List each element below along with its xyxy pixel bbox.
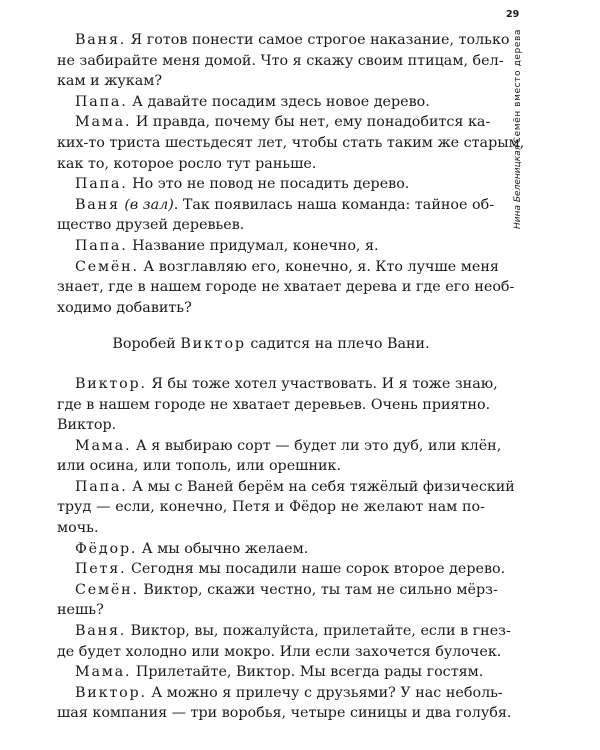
text-line — [57, 112, 491, 133]
text-line — [57, 257, 499, 278]
line-text: Но это не повод не посадить дерево. — [127, 176, 410, 193]
line-text: Прилетайте, Виктор. Мы всегда рады гостям. — [131, 664, 484, 681]
line-text: мочь. — [57, 520, 99, 537]
text-line — [57, 477, 515, 498]
speaker-name: Ваня. — [75, 623, 127, 640]
text-line — [57, 154, 485, 175]
speaker-name: Виктор — [180, 336, 246, 353]
stage-text: садится на плечо Вани. — [245, 336, 430, 353]
text-line — [57, 703, 512, 724]
text-line — [57, 71, 485, 92]
speaker-name: Фёдор. — [75, 540, 138, 557]
text-line — [57, 51, 504, 72]
line-text: Виктор, вы, пожалуйста, прилетайте, если в гнез- — [126, 623, 511, 640]
line-text: И правда, почему бы нет, ему понадобится ка- — [131, 114, 491, 131]
line-text: где в нашем городе не хватает деревьев. Очень приятно. — [57, 396, 491, 413]
speaker-name: Папа. — [75, 237, 128, 254]
line-text: труд — если, конечно, Петя и Фёдор не желают нам по- — [57, 499, 485, 516]
page-number: 29 — [506, 9, 520, 20]
speaker-name: Семён. — [75, 258, 139, 275]
line-text: шая компания — три воробья, четыре синицы и два голубя. — [57, 705, 512, 722]
speaker-name: Мама. — [75, 114, 132, 131]
line-text: не забирайте меня домой. Что я скажу своим птицам, бел- — [57, 52, 504, 69]
line-text: А возглавляю его, конечно, я. Кто лучше меня — [138, 258, 499, 275]
line-text: Я готов понести самое строгое наказание, только — [126, 32, 510, 48]
speaker-name: Ваня. — [75, 32, 127, 48]
line-text: А я выбираю сорт — будет ли это дуб, или клён, — [131, 437, 502, 454]
text-line — [57, 456, 485, 477]
text-line — [57, 395, 491, 416]
text-line — [57, 539, 485, 560]
line-text: . Так появилась наша команда: тайное об- — [173, 196, 495, 213]
line-text: де будет холодно или мокро. Или если захочется булочек. — [57, 643, 502, 660]
speaker-name: Петя. — [75, 561, 127, 578]
text-line — [57, 621, 511, 642]
line-text: Название придумал, конечно, я. — [127, 237, 379, 254]
text-line — [57, 662, 485, 683]
text-line — [57, 215, 485, 236]
line-text: щество друзей деревьев. — [57, 217, 245, 234]
line-text: А давайте посадим здесь новое дерево. — [127, 93, 430, 110]
line-text: кам и жукам? — [57, 73, 163, 90]
stage-remark: (в зал) — [119, 196, 174, 213]
text-line — [57, 580, 498, 601]
text-line — [57, 497, 485, 518]
text-line — [57, 236, 485, 257]
line-text: А мы с Ваней берём на себя тяжёлый физический — [127, 478, 515, 495]
line-text: А мы обычно желаем. — [137, 540, 309, 557]
speaker-name: Ваня — [75, 196, 120, 213]
line-text: как то, которое росло тут раньше. — [57, 155, 317, 172]
text-line — [57, 298, 485, 319]
text-line — [57, 600, 485, 621]
text-line — [57, 277, 515, 298]
line-text: ходимо добавить? — [57, 299, 192, 316]
speaker-name: Мама. — [75, 664, 132, 681]
text-line — [57, 195, 495, 216]
text-line — [57, 30, 510, 51]
speaker-name: Папа. — [75, 93, 128, 110]
text-line — [57, 415, 485, 436]
running-head-title: Семён вместо дерева — [513, 29, 523, 144]
speaker-name: Мама. — [75, 437, 132, 454]
line-text: Я бы тоже хотел участвовать. И я тоже знаю, — [146, 375, 498, 392]
text-line — [57, 559, 506, 580]
line-text: Виктор. — [57, 417, 117, 434]
text-line — [57, 518, 485, 539]
speaker-name: Семён. — [75, 581, 139, 598]
line-text: ких-то триста шестьдесят лет, чтобы стать таким же старым, — [57, 134, 525, 151]
text-line — [57, 642, 502, 663]
line-text: Виктор, скажи честно, ты там не сильно мёрз- — [138, 581, 498, 598]
speaker-name: Виктор. — [75, 684, 147, 701]
text-line — [57, 683, 503, 704]
stage-text: Воробей — [112, 336, 181, 353]
stage-direction — [57, 334, 485, 355]
running-head — [511, 29, 525, 229]
speaker-name: Виктор. — [75, 375, 147, 392]
text-line — [57, 174, 485, 195]
line-text: или осина, или тополь, или орешник. — [57, 458, 341, 475]
text-line — [57, 436, 502, 457]
line-text: Сегодня мы посадили наше сорок второе дерево. — [126, 561, 506, 578]
running-head-author: Нина Беленицкая — [513, 144, 523, 229]
speaker-name: Папа. — [75, 478, 128, 495]
line-text: нешь? — [57, 602, 104, 619]
line-text: знает, где в нашем городе не хватает дерева и где его необ- — [57, 279, 515, 296]
text-line — [57, 133, 525, 154]
text-line — [57, 92, 485, 113]
line-text: А можно я прилечу с друзьями? У нас неболь- — [146, 684, 503, 701]
text-line — [57, 374, 498, 395]
speaker-name: Папа. — [75, 176, 128, 193]
